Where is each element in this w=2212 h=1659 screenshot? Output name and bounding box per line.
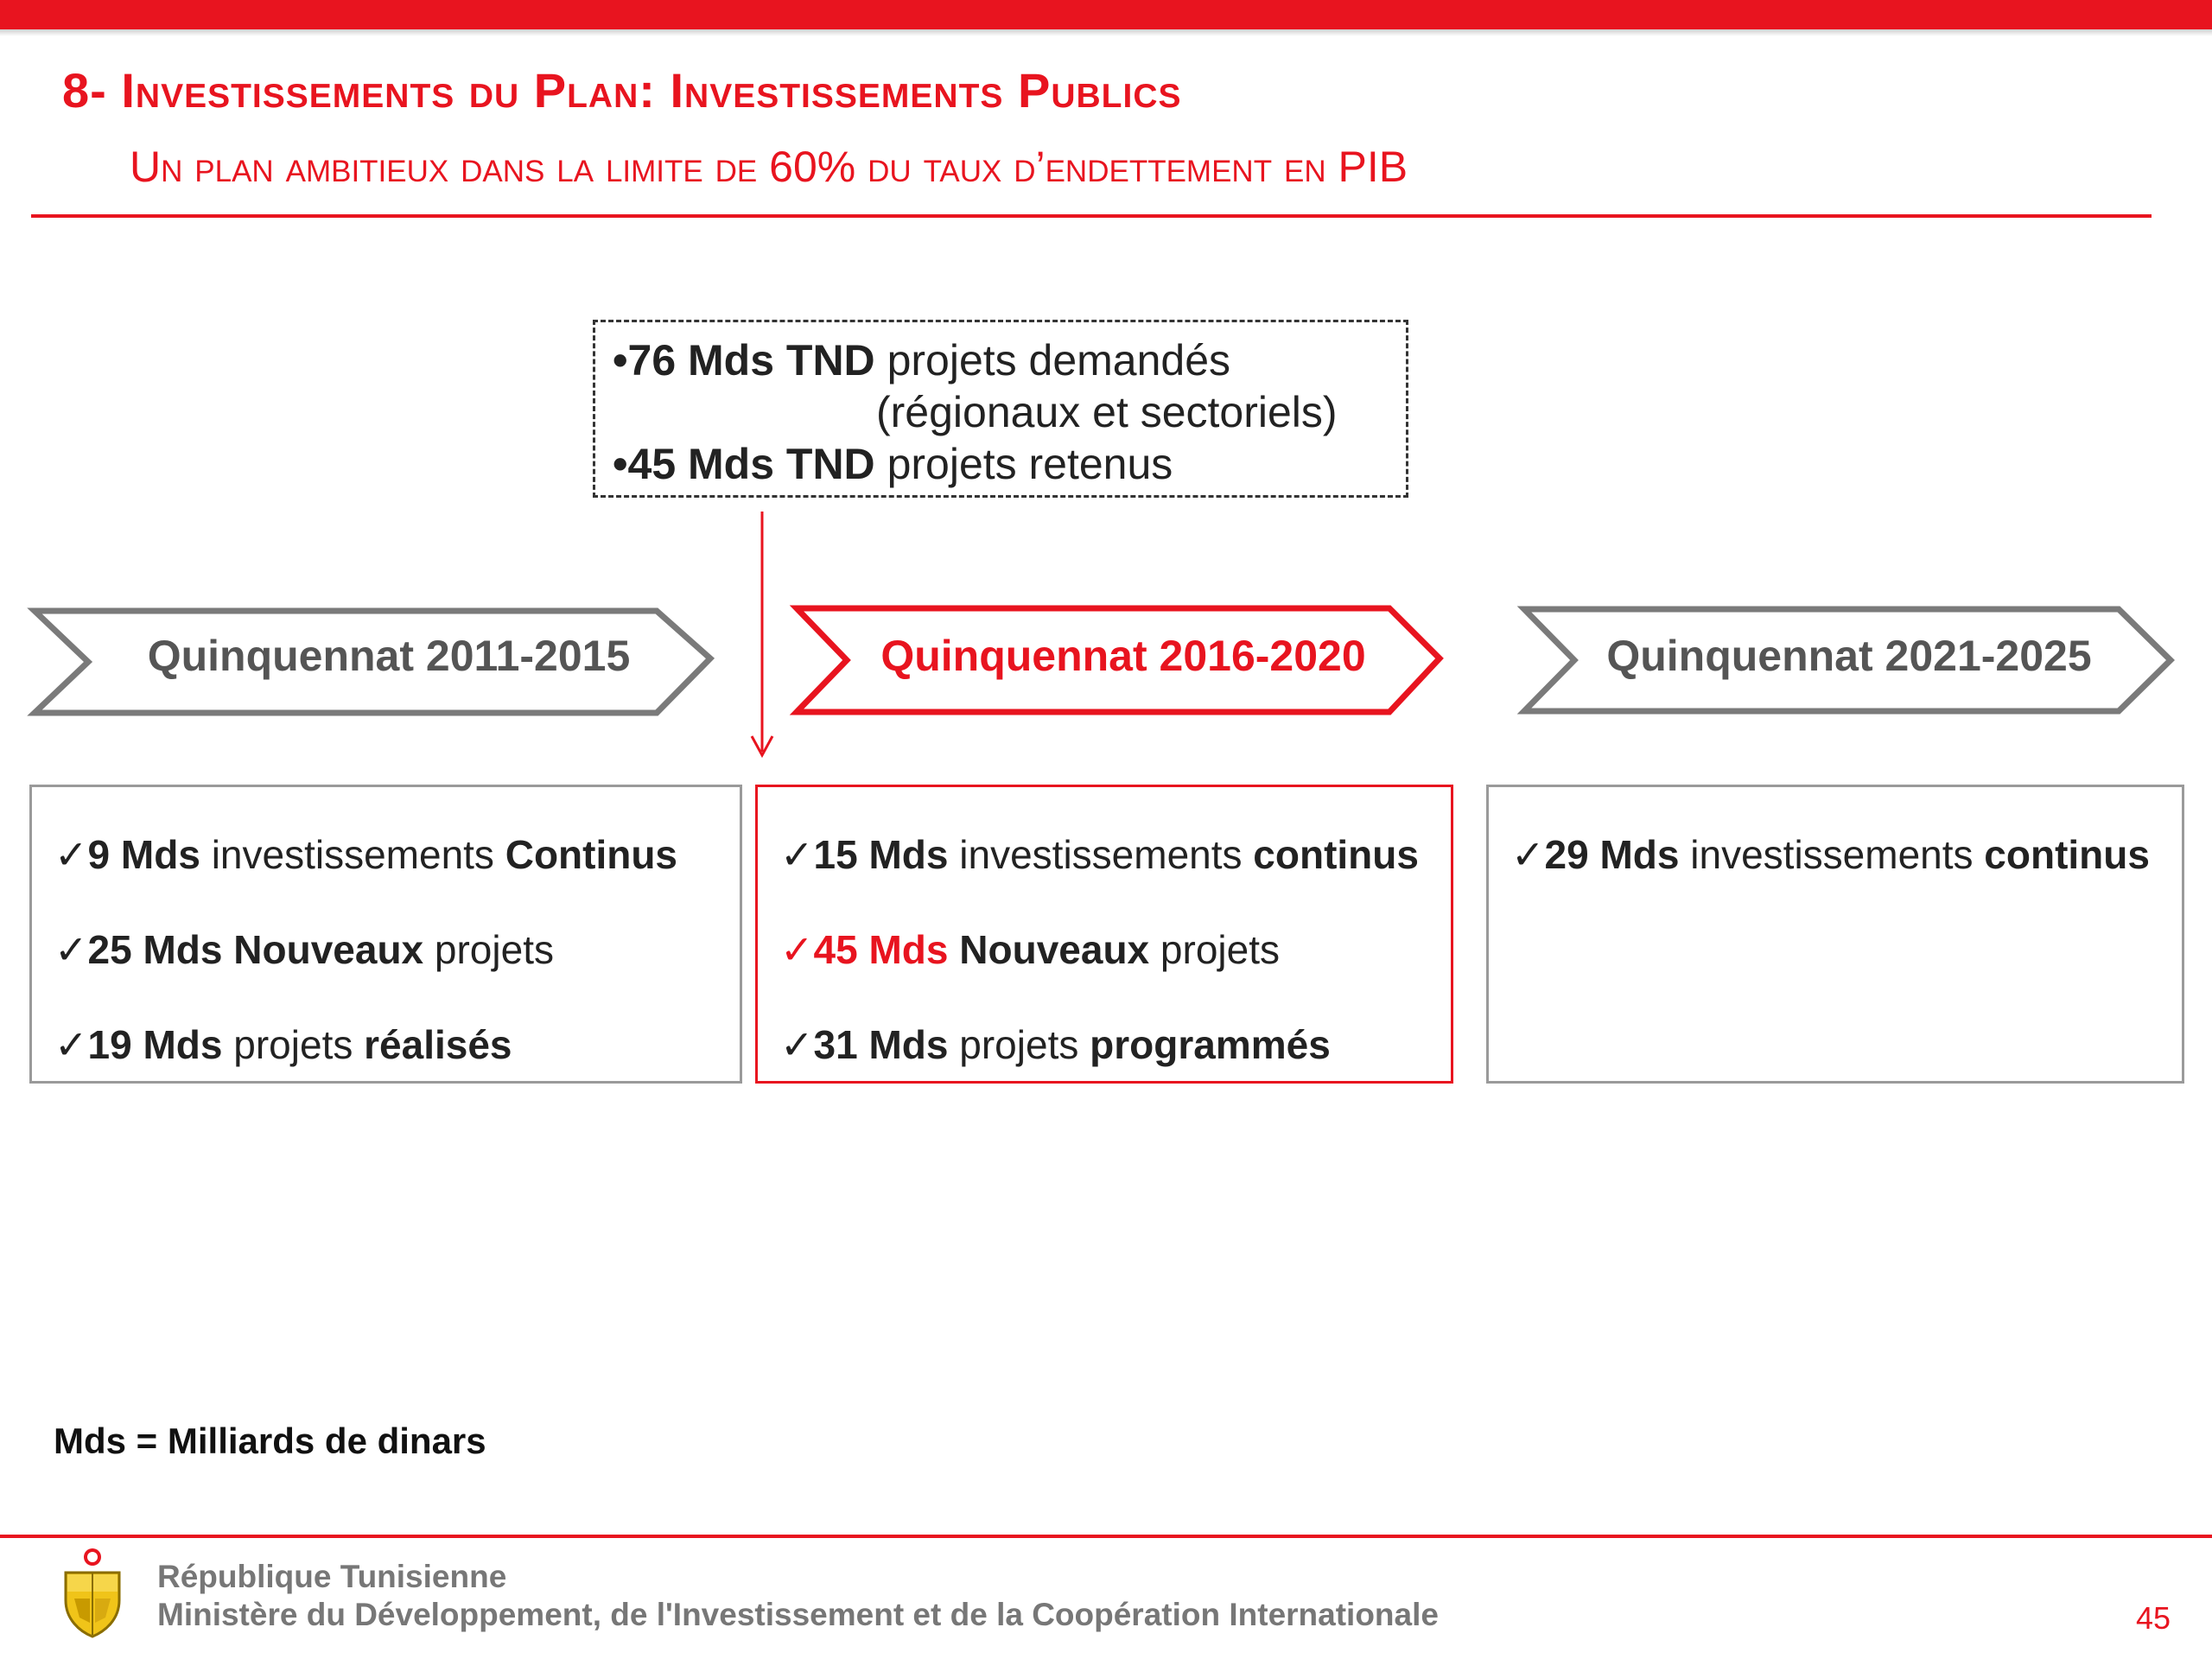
check-icon: ✓ (54, 927, 88, 972)
period-label-2011-2015: Quinquennat 2011-2015 (147, 632, 631, 680)
list-item: ✓31 Mds projets programmés (780, 1022, 1331, 1067)
period-box-2016-2020 (755, 785, 1453, 1084)
period-box-2021-2025 (1486, 785, 2184, 1084)
footer-country: République Tunisienne (157, 1559, 507, 1594)
summary-line-detail: (régionaux et sectoriels) (876, 388, 1338, 436)
period-label-2021-2025: Quinquennat 2021-2025 (1606, 632, 2092, 680)
list-item: ✓9 Mds investissements Continus (54, 832, 678, 877)
coat-of-arms-icon (55, 1545, 130, 1640)
list-item: ✓29 Mds investissements continus (1511, 832, 2150, 877)
period-box-2011-2015 (29, 785, 742, 1084)
list-item: ✓19 Mds projets réalisés (54, 1022, 512, 1067)
footnote: Mds = Milliards de dinars (54, 1421, 486, 1461)
check-icon: ✓ (780, 832, 814, 877)
summary-line-retained: •45 Mds TND projets retenus (613, 440, 1173, 488)
slide-subtitle: Un plan ambitieux dans la limite de 60% du taux d’endettement en PIB (130, 143, 1408, 191)
list-item: ✓45 Mds Nouveaux projets (780, 927, 1280, 972)
check-icon: ✓ (54, 1022, 88, 1067)
list-item: ✓15 Mds investissements continus (780, 832, 1419, 877)
check-icon: ✓ (780, 1022, 814, 1067)
period-label-2016-2020: Quinquennat 2016-2020 (880, 632, 1366, 680)
slide-title: 8- Investissements du Plan: Investissements Publics (62, 63, 1182, 118)
check-icon: ✓ (780, 927, 814, 972)
footer-divider (0, 1535, 2212, 1538)
summary-line-demanded: •76 Mds TND projets demandés (613, 336, 1231, 385)
check-icon: ✓ (1511, 832, 1545, 877)
list-item: ✓25 Mds Nouveaux projets (54, 927, 554, 972)
page-number: 45 (2135, 1600, 2171, 1636)
footer-ministry: Ministère du Développement, de l'Investissement et de la Coopération Internationale (157, 1597, 1439, 1632)
check-icon: ✓ (54, 832, 88, 877)
